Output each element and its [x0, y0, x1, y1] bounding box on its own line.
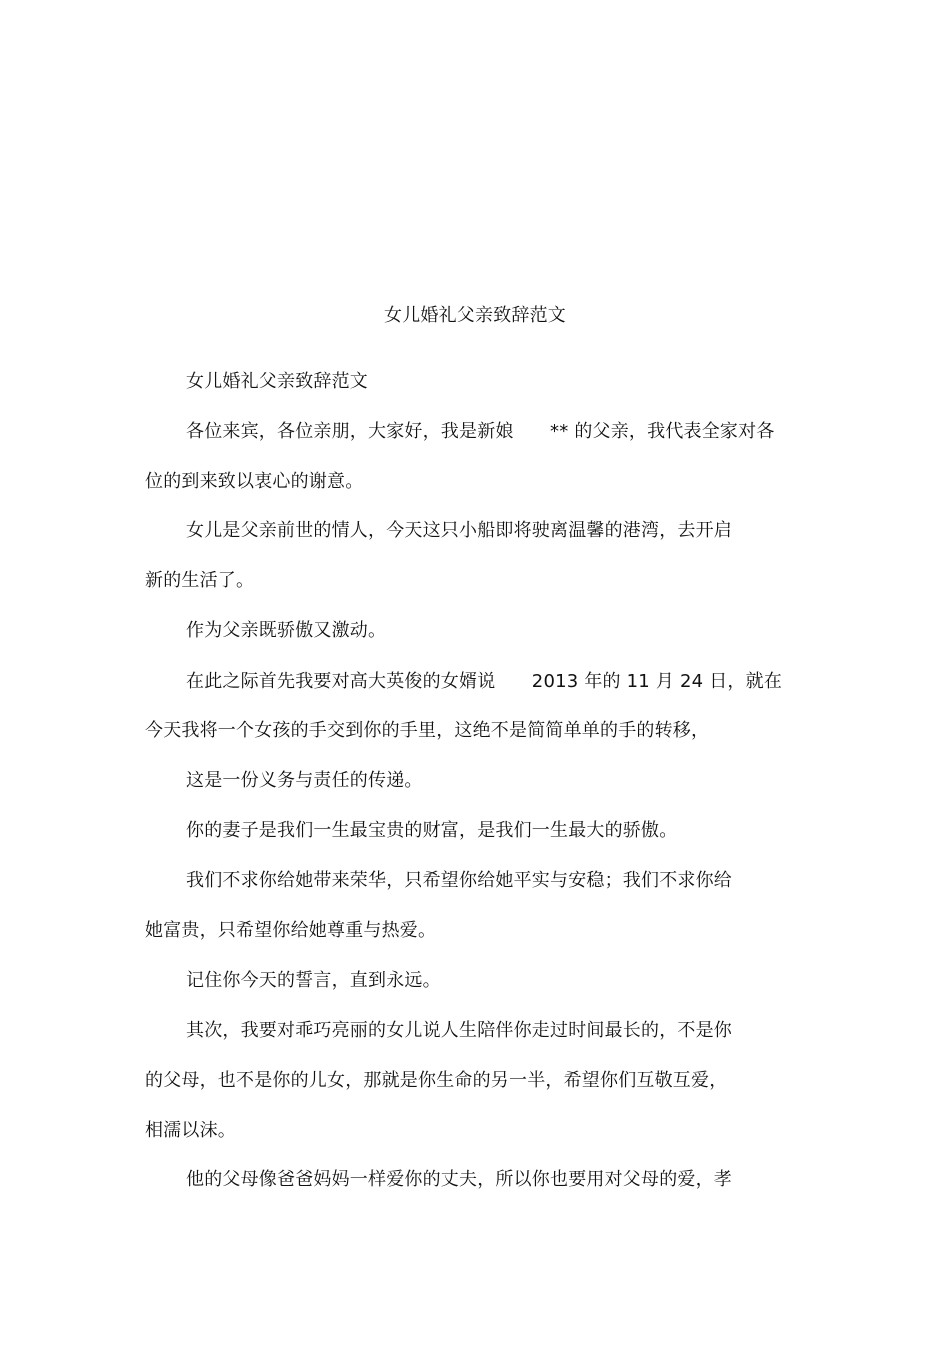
document-title: 女儿婚礼父亲致辞范文: [384, 305, 566, 326]
paragraph-line: 今天我将一个女孩的手交到你的手里，这绝不是简简单单的手的转移，: [145, 720, 710, 741]
paragraph-line: 位的到来致以衷心的谢意。: [145, 471, 364, 492]
paragraph-line: 在此之际首先我要对高大英俊的女婿说 2013 年的 11 月 24 日，就在: [186, 671, 783, 692]
paragraph-line: 她富贵，只希望你给她尊重与热爱。: [145, 920, 437, 941]
paragraph-line: 相濡以沫。: [145, 1120, 236, 1141]
paragraph-line: 的父母，也不是你的儿女，那就是你生命的另一半，希望你们互敬互爱，: [145, 1070, 728, 1091]
paragraph-line: 他的父母像爸爸妈妈一样爱你的丈夫，所以你也要用对父母的爱，孝: [186, 1169, 732, 1190]
paragraph-line: 女儿是父亲前世的情人，今天这只小船即将驶离温馨的港湾，去开启: [186, 520, 732, 541]
paragraph-line: 这是一份义务与责任的传递。: [186, 770, 423, 791]
paragraph-line: 记住你今天的誓言，直到永远。: [186, 970, 441, 991]
paragraph-line: 各位来宾，各位亲朋，大家好，我是新娘 ** 的父亲，我代表全家对各: [186, 421, 775, 442]
paragraph-line: 新的生活了。: [145, 570, 255, 591]
paragraph-line: 女儿婚礼父亲致辞范文: [186, 371, 368, 392]
paragraph-line: 作为父亲既骄傲又激动。: [186, 620, 387, 641]
paragraph-line: 你的妻子是我们一生最宝贵的财富，是我们一生最大的骄傲。: [186, 820, 678, 841]
paragraph-line: 其次，我要对乖巧亮丽的女儿说人生陪伴你走过时间最长的，不是你: [186, 1020, 732, 1041]
paragraph-line: 我们不求你给她带来荣华，只希望你给她平实与安稳；我们不求你给: [186, 870, 732, 891]
